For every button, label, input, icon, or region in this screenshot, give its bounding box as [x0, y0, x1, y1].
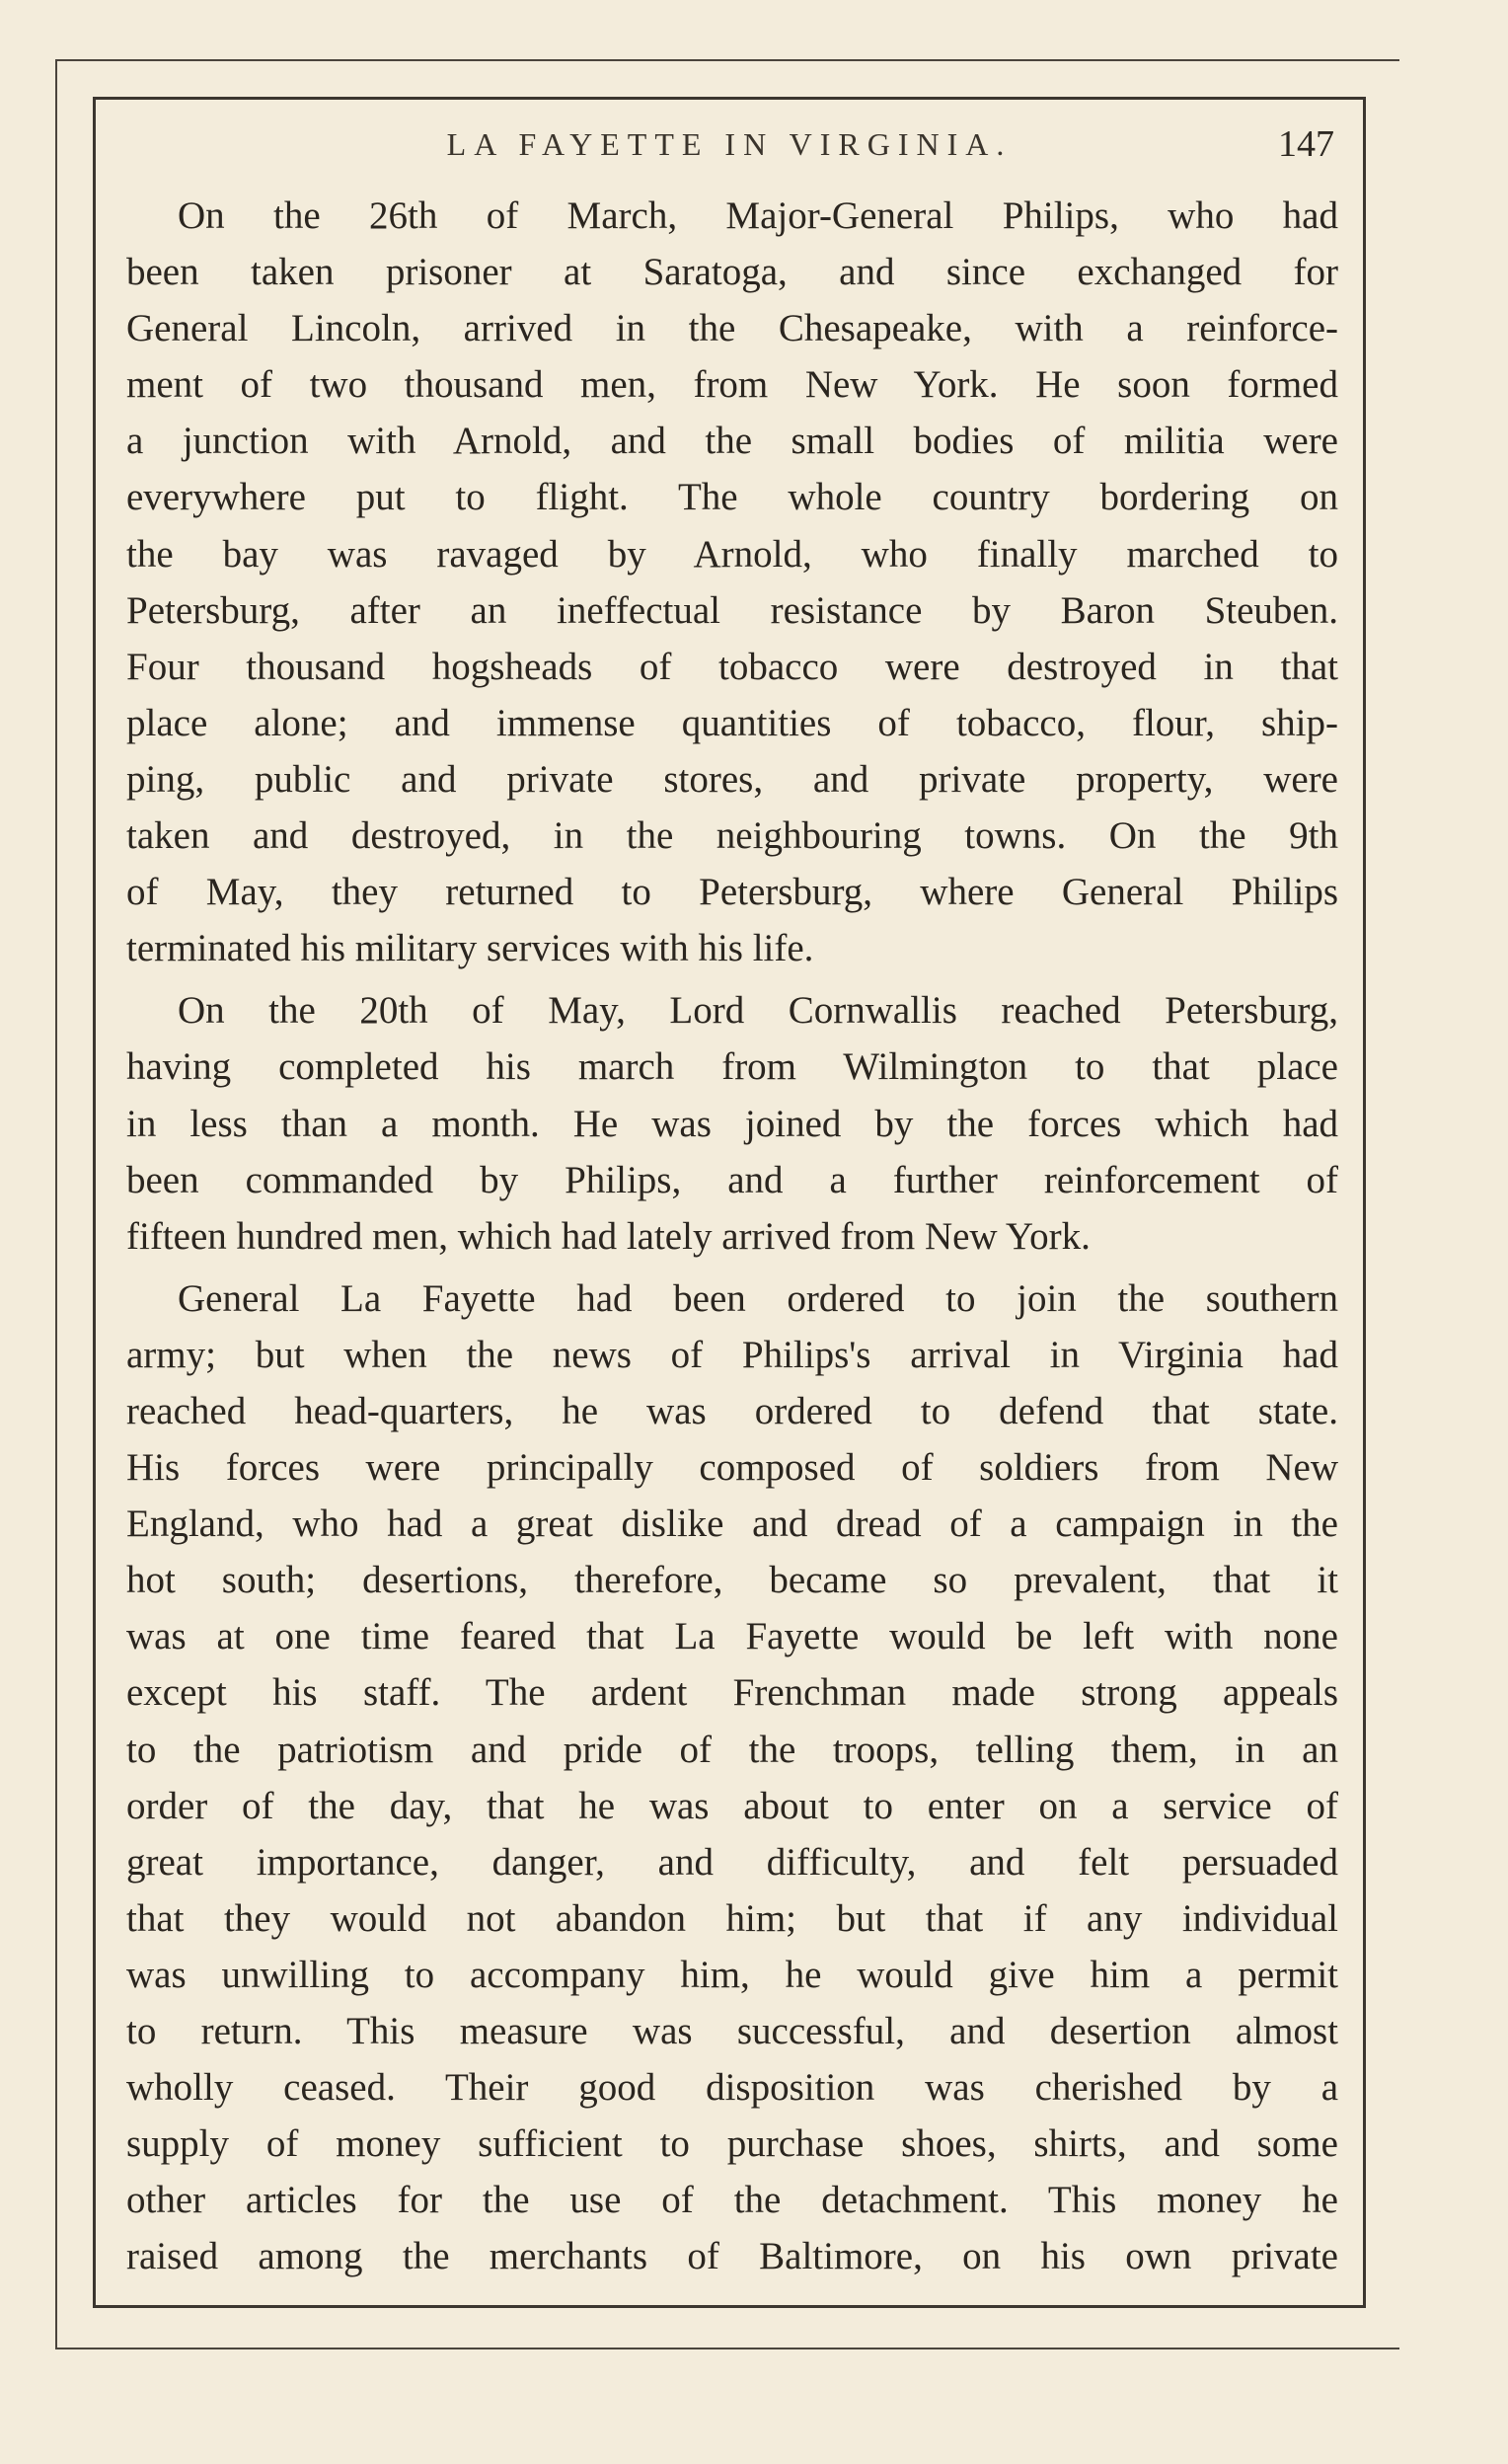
text-line: England, who had a great dislike and dread of a campaign in the — [126, 1502, 1338, 1546]
text-line: was at one time feared that La Fayette would be left with none — [126, 1615, 1338, 1658]
text-line: On the 20th of May, Lord Cornwallis reached Petersburg, — [178, 989, 1338, 1033]
outer-rule-left — [55, 59, 57, 2348]
text-line: raised among the merchants of Baltimore, on his own private — [126, 2235, 1338, 2278]
text-line: great importance, danger, and difficulty, and felt persuaded — [126, 1840, 1338, 1884]
text-line: wholly ceased. Their good disposition was cherished by a — [126, 2066, 1338, 2110]
text-line: hot south; desertions, therefore, became so prevalent, that it — [126, 1559, 1338, 1602]
text-line: other articles for the use of the detachment. This money he — [126, 2179, 1338, 2222]
paragraph — [126, 982, 1338, 1264]
text-line: ping, public and private stores, and private property, were — [126, 757, 1338, 801]
text-line: except his staff. The ardent Frenchman made strong appeals — [126, 1671, 1338, 1715]
text-line: a junction with Arnold, and the small bodies of militia were — [126, 420, 1338, 463]
text-line: General La Fayette had been ordered to join the southern — [178, 1276, 1338, 1320]
body-text — [126, 188, 1338, 2290]
text-line: to the patriotism and pride of the troops, telling them, in an — [126, 1728, 1338, 1771]
text-line: that they would not abandon him; but that if any individual — [126, 1896, 1338, 1940]
text-line: Petersburg, after an ineffectual resistance by Baron Steuben. — [126, 588, 1338, 632]
text-line: in less than a month. He was joined by the forces which had — [126, 1102, 1338, 1145]
paragraph — [126, 1270, 1338, 2285]
paragraph — [126, 188, 1338, 976]
text-line: everywhere put to flight. The whole country bordering on — [126, 476, 1338, 519]
text-line: taken and destroyed, in the neighbouring towns. On the 9th — [126, 814, 1338, 858]
text-line: His forces were principally composed of soldiers from New — [126, 1446, 1338, 1490]
text-line: was unwilling to accompany him, he would give him a permit — [126, 1953, 1338, 1996]
text-line: reached head-quarters, he was ordered to defend that state. — [126, 1389, 1338, 1432]
text-line: the bay was ravaged by Arnold, who finally marched to — [126, 532, 1338, 576]
text-line: fifteen hundred men, which had lately arrived from New York. — [126, 1214, 1091, 1258]
text-line: ment of two thousand men, from New York. He soon formed — [126, 363, 1338, 407]
text-line: Four thousand hogsheads of tobacco were destroyed in that — [126, 645, 1338, 688]
text-line: been taken prisoner at Saratoga, and since exchanged for — [126, 251, 1338, 294]
text-line: to return. This measure was successful, and desertion almost — [126, 2010, 1338, 2052]
outer-rule-top — [55, 59, 1399, 61]
text-line: supply of money sufficient to purchase shoes, shirts, and some — [126, 2122, 1338, 2166]
text-line: been commanded by Philips, and a further reinforcement of — [126, 1158, 1338, 1201]
text-line: having completed his march from Wilmington to that place — [126, 1045, 1338, 1089]
running-head-title: LA FAYETTE IN VIRGINIA. — [446, 126, 1013, 162]
text-line: army; but when the news of Philips's arrival in Virginia had — [126, 1333, 1338, 1376]
text-line: terminated his military services with his life. — [126, 927, 814, 970]
text-line: of May, they returned to Petersburg, where General Philips — [126, 871, 1338, 914]
text-line: place alone; and immense quantities of tobacco, flour, ship- — [126, 701, 1338, 744]
text-line: General Lincoln, arrived in the Chesapeake, with a reinforce- — [126, 307, 1338, 350]
text-line: order of the day, that he was about to enter on a service of — [126, 1784, 1338, 1827]
running-head — [93, 116, 1366, 176]
page-number: 147 — [1278, 123, 1334, 165]
outer-rule-bottom — [55, 2348, 1399, 2349]
text-line: On the 26th of March, Major-General Philips, who had — [178, 194, 1338, 237]
